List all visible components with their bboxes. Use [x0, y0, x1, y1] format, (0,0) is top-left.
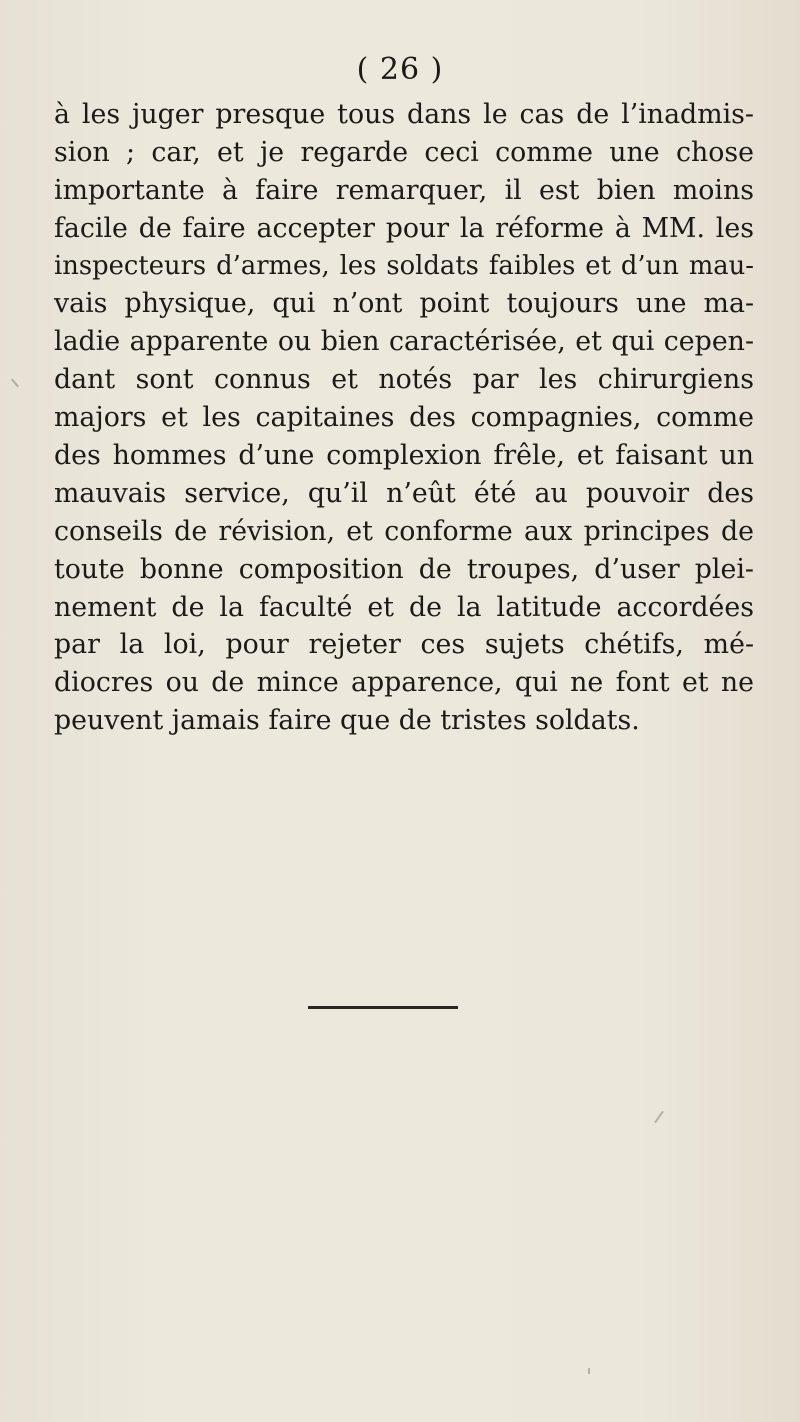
text-line: diocres ou de mince apparence, qui ne font et ne: [54, 667, 754, 699]
text-line: majors et les capitaines des compagnies, comme: [54, 402, 754, 434]
text-line: inspecteurs d’armes, les soldats faibles et d’un mau-: [54, 250, 754, 281]
text-line: conseils de révision, et conforme aux principes de: [54, 515, 754, 547]
text-line: nement de la faculté et de la latitude accordées: [54, 591, 754, 623]
text-line: mauvais service, qu’il n’eût été au pouvoir des: [54, 477, 754, 509]
paper-speck: [588, 1368, 590, 1374]
text-line: facile de faire accepter pour la réforme à MM. les: [54, 212, 754, 244]
text-line: importante à faire remarquer, il est bien moins: [54, 174, 754, 206]
text-line: par la loi, pour rejeter ces sujets chétifs, mé-: [54, 629, 754, 661]
paper-speck: [654, 1111, 664, 1124]
paper-speck: [11, 379, 19, 388]
divider-rule: [308, 1006, 458, 1009]
text-line: ladie apparente ou bien caractérisée, et qui cepen-: [54, 326, 754, 358]
text-line: toute bonne composition de troupes, d’user plei-: [54, 553, 754, 585]
text-line: sion ; car, et je regarde ceci comme une chose: [54, 136, 754, 168]
page-number: ( 26 ): [356, 52, 444, 87]
text-line: peuvent jamais faire que de tristes soldats.: [54, 705, 640, 737]
text-line: vais physique, qui n’ont point toujours une ma-: [54, 288, 754, 320]
body-paragraph: [54, 96, 754, 740]
text-line: des hommes d’une complexion frêle, et faisant un: [54, 440, 754, 472]
text-line: dant sont connus et notés par les chirurgiens: [54, 364, 754, 396]
text-line: à les juger presque tous dans le cas de l’inadmis-: [54, 99, 754, 130]
